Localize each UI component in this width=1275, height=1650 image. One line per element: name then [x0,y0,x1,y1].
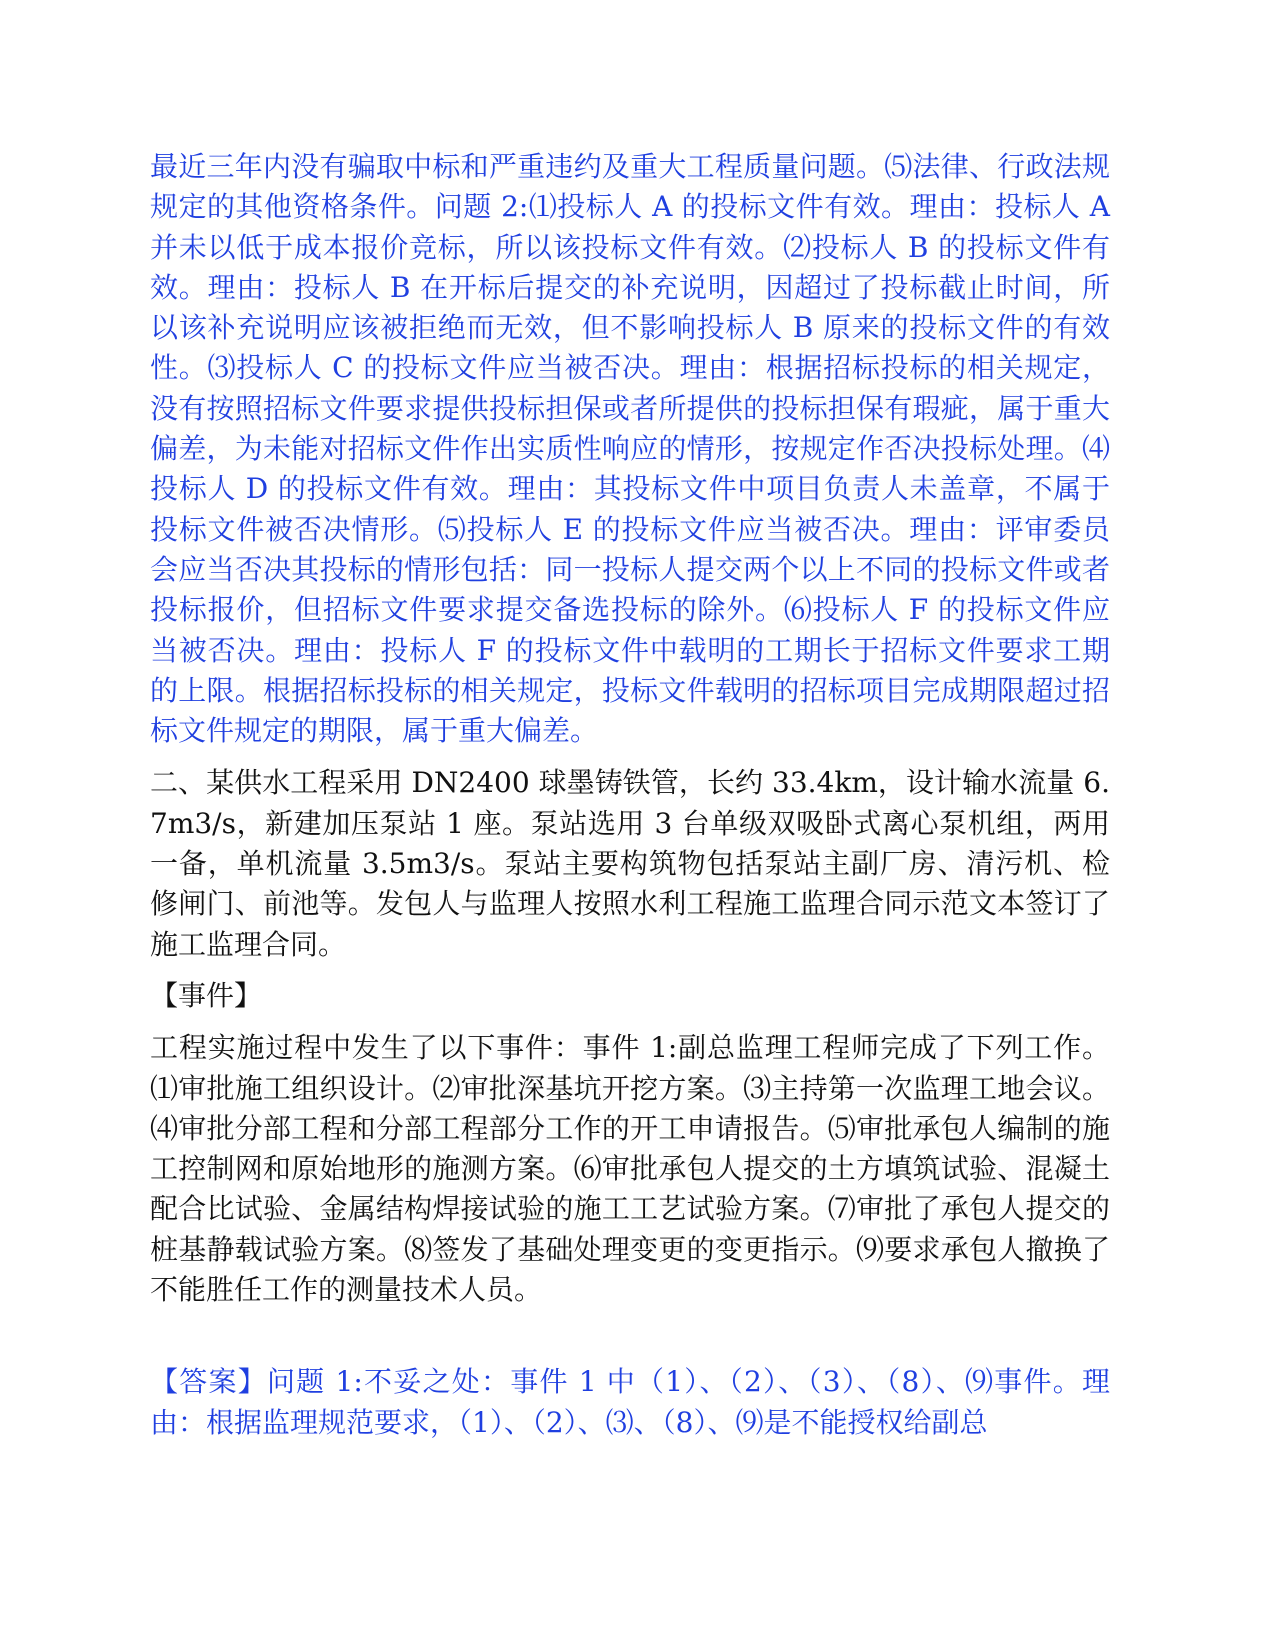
document-page [150,147,1110,1443]
event-body-paragraph: 工程实施过程中发生了以下事件：事件 1:副总监理工程师完成了下列工作。⑴审批施工组织设计。⑵审批深基坑开挖方案。⑶主持第一次监理工地会议。⑷审批分部工程和分部工程部分工作的开工申请报告。⑸审批承包人编制的施工控制网和原始地形的施测方案。⑹审批承包人提交的土方填筑试验、混凝土配合比试验、金属结构焊接试验的施工工艺试验方案。⑺审批了承包人提交的桩基静载试验方案。⑻签发了基础处理变更的变更指示。⑼要求承包人撤换了不能胜任工作的测量技术人员。 [150,1031,1110,1307]
question-intro-paragraph: 二、某供水工程采用 DN2400 球墨铸铁管，长约 33.4km，设计输水流量 6.7m3/s，新建加压泵站 1 座。泵站选用 3 台单级双吸卧式离心泵机组，两用一备，单机流量 3.5m3/s。泵站主要构筑物包括泵站主副厂房、清污机、检修闸门、前池等。发包人与监理人按照水利工程施工监理合同示范文本签订了施工监理合同。 [150,766,1110,961]
answer-start-paragraph: 【答案】问题 1:不妥之处：事件 1 中（1）、（2）、（3）、（8）、⑼事件。理由：根据监理规范要求，（1）、（2）、⑶、（8）、⑼是不能授权给副总 [150,1365,1110,1439]
answer-continued-paragraph: 最近三年内没有骗取中标和严重违约及重大工程质量问题。⑸法律、行政法规规定的其他资格条件。问题 2:⑴投标人 A 的投标文件有效。理由：投标人 A 并未以低于成本报价竞标，所以该投标文件有效。⑵投标人 B 的投标文件有效。理由：投标人 B 在开标后提交的补充说明，因超过了投标截止时间，所以该补充说明应该被拒绝而无效，但不影响投标人 B 原来的投标文件的有效性。⑶投标人 C 的投标文件应当被否决。理由：根据招标投标的相关规定，没有按照招标文件要求提供投标担保或者所提供的投标担保有瑕疵，属于重大偏差，为未能对招标文件作出实质性响应的情形，按规定作否决投标处理。⑷投标人 D 的投标文件有效。理由：其投标文件中项目负责人未盖章，不属于投标文件被否决情形。⑸投标人 E 的投标文件应当被否决。理由：评审委员会应当否决其投标的情形包括：同一投标人提交两个以上不同的投标文件或者投标报价，但招标文件要求提交备选投标的除外。⑹投标人 F 的投标文件应当被否决。理由：投标人 F 的投标文件中载明的工期长于招标文件要求工期的上限。根据招标投标的相关规定，投标文件载明的招标项目完成期限超过招标文件规定的期限，属于重大偏差。 [150,150,1110,748]
event-heading: 【事件】 [150,978,263,1012]
